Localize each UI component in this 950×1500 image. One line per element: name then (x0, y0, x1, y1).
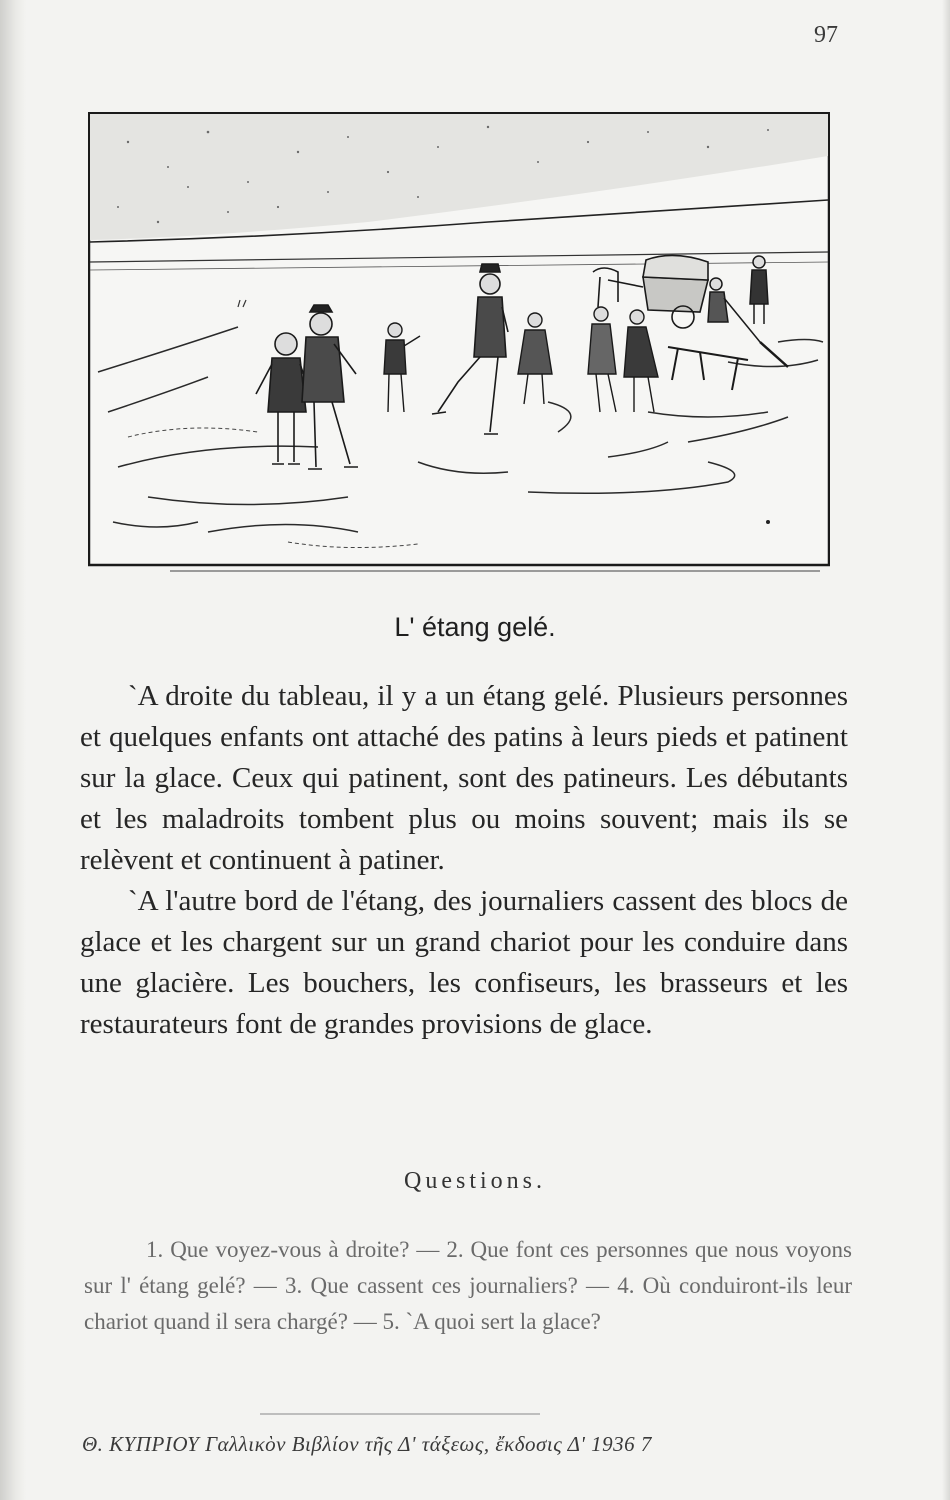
illustration-underline (170, 570, 820, 572)
page-edge-shadow (0, 0, 26, 1500)
page-edge-shadow-right (942, 0, 950, 1500)
questions-heading: Questions. (404, 1168, 546, 1194)
section-title: L' étang gelé. (394, 612, 556, 642)
footer-divider (260, 1413, 540, 1415)
page-number: 97 (814, 22, 838, 48)
body-paragraph: `A droite du tableau, il y a un étang gelé. Plusieurs personnes et quelques enfants ont attaché des patins à leurs pieds et patinent sur la glace. Ceux qui patinent, sont des patineurs. Les débutants et les maladroits tombent plus ou moins souvent; mais ils se relèvent et continuent à patiner. (80, 680, 848, 876)
questions-text (84, 1232, 852, 1340)
body-text (80, 676, 848, 1045)
questions-paragraph: 1. Que voyez-vous à droite? — 2. Que font ces personnes que nous voyons sur l' étang gelé? — 3. Que cassent ces journaliers? — 4. Où conduiront-ils leur chariot quand il sera chargé? — 5. `A quoi sert la glace? (84, 1237, 852, 1334)
footer-imprint: Θ. ΚΥΠΡΙΟΥ Γαλλικὸν Βιβλίον τῆς Δ' τάξεως, ἔκδοσις Δ' 1936 7 (82, 1432, 652, 1456)
body-paragraph: `A l'autre bord de l'étang, des journaliers cassent des blocs de glace et les chargent sur un grand chariot pour les conduire dans une glacière. Les bouchers, les confiseurs, les brasseurs et les restaurateurs font de grandes provisions de glace. (80, 885, 848, 1040)
skaters-on-frozen-pond-illustration (88, 112, 830, 567)
